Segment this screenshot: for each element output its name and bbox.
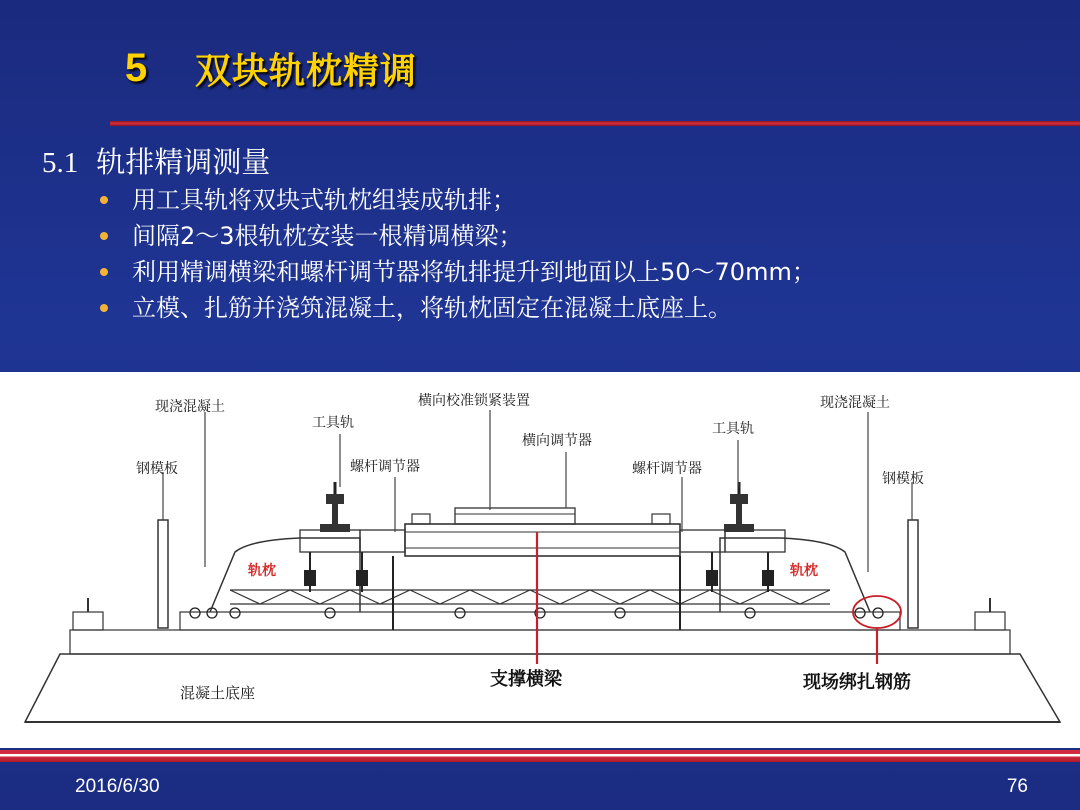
page-number: 76 <box>1006 776 1028 797</box>
label-tool-rail-left: 工具轨 <box>312 415 354 431</box>
spring-coils <box>304 570 774 586</box>
bullet-text: 间隔2～3根轨枕安装一根精调横梁； <box>132 222 523 250</box>
label-steel-form-right: 钢模板 <box>882 471 924 487</box>
section-title: 轨排精调测量 <box>96 145 271 179</box>
bullet-dot-icon <box>100 196 108 204</box>
bullet-dot-icon <box>100 268 108 276</box>
base-layer <box>70 630 1010 654</box>
title-divider <box>110 121 1080 126</box>
section-heading <box>42 140 270 181</box>
bullet-item <box>100 290 816 326</box>
bullet-item <box>100 218 816 254</box>
label-concrete-base: 混凝土底座 <box>180 684 256 702</box>
bullet-text: 立模、扎筋并浇筑混凝土，将轨枕固定在混凝土底座上。 <box>132 294 732 322</box>
footer-date: 2016/6/30 <box>75 776 160 797</box>
label-support-beam: 支撑横梁 <box>490 669 562 690</box>
label-screw-adjuster-right: 螺杆调节器 <box>632 461 702 477</box>
slide-title <box>125 40 417 96</box>
label-cast-concrete-left: 现浇混凝土 <box>155 399 225 415</box>
bullet-dot-icon <box>100 232 108 240</box>
tool-rail-right <box>724 482 754 532</box>
title-text: 双块轨枕精调 <box>195 50 418 92</box>
label-tool-rail-right: 工具轨 <box>712 421 754 437</box>
steel-form-left <box>158 520 168 628</box>
rebar-layer <box>180 612 900 630</box>
lateral-lock-device <box>455 508 575 524</box>
rebar-zigzag <box>230 590 830 604</box>
label-screw-adjuster-left: 螺杆调节器 <box>350 459 420 475</box>
bullet-item <box>100 254 816 290</box>
sleeper-left-outline <box>210 538 360 612</box>
steel-form-right <box>908 520 918 628</box>
bullet-dot-icon <box>100 304 108 312</box>
track-cross-section-diagram <box>0 372 1080 748</box>
bullet-item <box>100 182 816 218</box>
bullet-text: 用工具轨将双块式轨枕组装成轨排； <box>132 186 516 214</box>
label-cast-concrete-right: 现浇混凝土 <box>820 395 890 411</box>
label-lateral-adjuster: 横向调节器 <box>522 433 592 449</box>
label-sleeper-left: 轨枕 <box>248 563 276 579</box>
section-number: 5.1 <box>42 147 79 179</box>
label-steel-form-left: 钢模板 <box>136 461 178 477</box>
bullet-text: 利用精调横梁和螺杆调节器将轨排提升到地面以上50～70mm； <box>132 258 816 286</box>
footer-divider <box>0 750 1080 762</box>
label-site-rebar: 现场绑扎钢筋 <box>803 672 911 693</box>
label-sleeper-right: 轨枕 <box>790 563 818 579</box>
label-lateral-lock-device: 横向校准锁紧装置 <box>418 393 530 409</box>
bullet-list <box>100 182 816 326</box>
tool-rail-left <box>320 482 350 532</box>
title-number: 5 <box>125 45 148 90</box>
adjust-beam <box>405 524 680 556</box>
diagram-drawing <box>0 372 1080 748</box>
